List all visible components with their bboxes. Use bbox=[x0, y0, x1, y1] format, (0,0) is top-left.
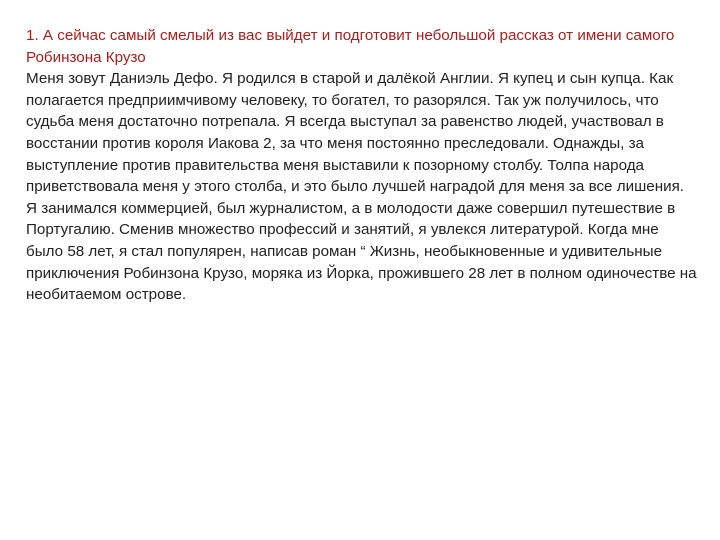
paragraph-career: Я занимался коммерцией, был журналистом, а в молодости даже совершил путешествие в Португалию. Сменив множество профессий и занятий, я увлекся литературой. Когда мне было 58 лет, я стал популярен, написав роман “ Жизнь, необыкновенные и удивительные приключения Робинзона Крузо, моряка из Йорка, прожившего 28 лет в полном одиночестве на необитаемом острове. bbox=[26, 199, 697, 304]
paragraph-biography: Меня зовут Даниэль Дефо. Я родился в старой и далёкой Англии. Я купец и сын купца. Как полагается предприимчивому человеку, то богател, то разорялся. Так уж получилось, что судьба меня достаточно потрепала. Я всегда выступал за равенство людей, участвовал в восстании против короля Иакова 2, за что меня постоянно преследовали. Однажды, за выступление против правительства меня выставили к позорному столбу. Толпа народа приветствовала меня у этого столба, и это было лучшей наградой для меня за все лишения. bbox=[26, 70, 685, 196]
task-heading: 1. А сейчас самый смелый из вас выйдет и подготовит небольшой рассказ от имени самого Робинзона Крузо bbox=[26, 27, 675, 66]
text-block bbox=[26, 25, 698, 306]
